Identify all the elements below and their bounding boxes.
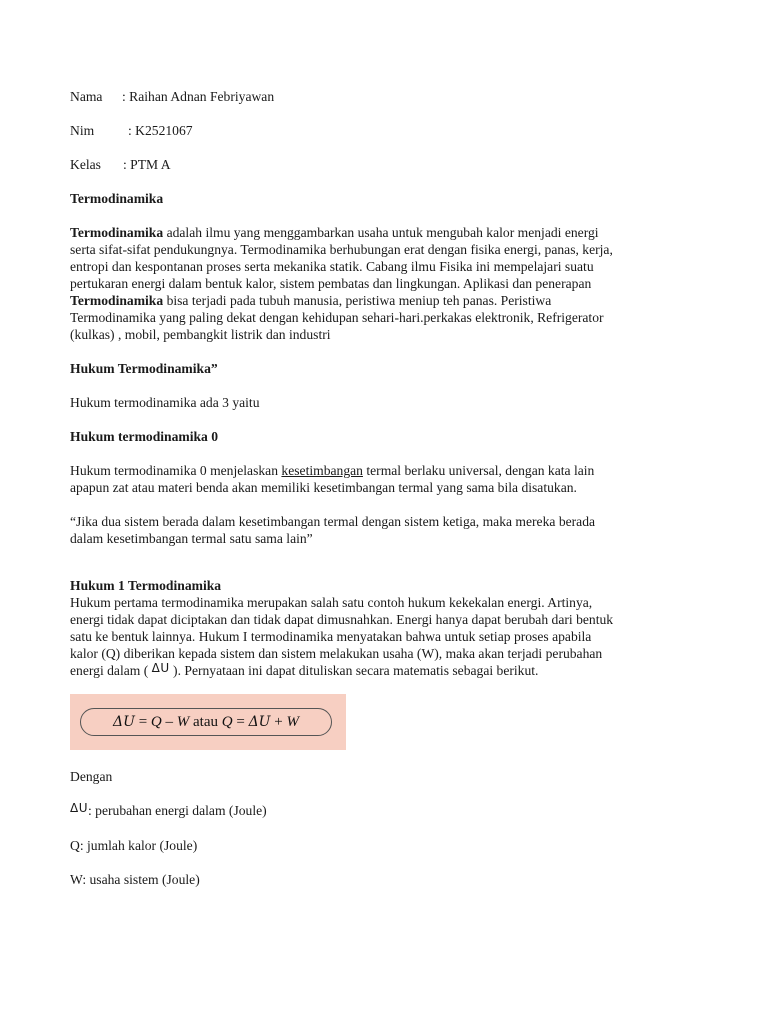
kesetimbangan-link[interactable]: kesetimbangan: [281, 463, 363, 478]
nama-label: Nama: [70, 89, 103, 104]
hukum1-line-3: satu ke bentuk lainnya. Hukum I termodinamika menyatakan bahwa untuk setiap proses apabila: [70, 629, 592, 644]
kelas-row: [70, 156, 700, 173]
intro-bold-term-2: Termodinamika: [70, 293, 164, 308]
intro-bold-term: Termodinamika: [70, 225, 164, 240]
hukum0-quote: [70, 513, 700, 547]
formula-delta-u2: ΔU: [248, 713, 271, 730]
kelas-value: : PTM A: [123, 157, 171, 172]
intro-line-1: adalah ilmu yang menggambarkan usaha untuk mengubah kalor menjadi energi: [163, 225, 599, 240]
hukum1-heading: Hukum 1 Termodinamika: [70, 578, 222, 593]
document-page: [70, 88, 700, 888]
formula-atau: atau: [189, 713, 222, 730]
hukum0-line-2: apapun zat atau materi benda akan memiliki kesetimbangan termal yang sama bila disatukan.: [70, 480, 577, 495]
hukum1-line-5: energi dalam (: [70, 663, 152, 678]
formula-equals-2: =: [232, 713, 249, 730]
intro-line-2: serta sifat-sifat pendukungnya. Termodinamika berhubungan erat dengan fisika energi, panas, kerja,: [70, 242, 613, 257]
intro-line-6: Termodinamika yang paling dekat dengan kehidupan sehari-hari.perkakas elektronik, Refrigerator: [70, 310, 604, 325]
hukum0-line-1: Hukum termodinamika 0 menjelaskan: [70, 463, 282, 478]
intro-line-7: (kulkas) , mobil, pembangkit listrik dan industri: [70, 327, 331, 342]
definition-w: W: usaha sistem (Joule): [70, 872, 200, 887]
hukum-count: Hukum termodinamika ada 3 yaitu: [70, 395, 260, 410]
intro-line-5: bisa terjadi pada tubuh manusia, peristiwa meniup teh panas. Peristiwa: [163, 293, 552, 308]
nim-label: Nim: [70, 123, 95, 138]
hukum1-line-5-end: ). Pernyataan ini dapat dituliskan secara matematis sebagai berikut.: [169, 663, 539, 678]
delta-u-symbol: ΔU: [151, 661, 170, 675]
hukum1-line-2: energi tidak dapat diciptakan dan tidak dapat dimusnahkan. Energi hanya dapat berubah dari bentuk: [70, 612, 614, 627]
delta-u-symbol-def: ΔU: [70, 801, 88, 815]
formula-q2: Q: [221, 713, 233, 730]
intro-paragraph: [70, 224, 700, 343]
nama-value: : Raihan Adnan Febriyawan: [122, 89, 275, 104]
hukum-heading: Hukum Termodinamika”: [70, 361, 218, 376]
intro-line-4: pertukaran energi dalam bentuk kalor, sistem pembatas dan lingkungan. Aplikasi dan penerapan: [70, 276, 592, 291]
nama-row: [70, 88, 700, 105]
formula-equation: [80, 708, 332, 736]
formula-delta-u: ΔU: [113, 713, 135, 730]
formula-plus: +: [270, 713, 287, 730]
nim-value: : K2521067: [128, 123, 193, 138]
hukum1-paragraph: [70, 594, 700, 680]
formula-w2: W: [286, 713, 299, 730]
hukum0-line-1-end: termal berlaku universal, dengan kata lain: [362, 463, 595, 478]
nim-row: [70, 122, 700, 139]
hukum1-line-1: Hukum pertama termodinamika merupakan salah satu contoh hukum kekekalan energi. Artinya,: [70, 595, 593, 610]
hukum0-paragraph: [70, 462, 700, 496]
formula-equals: =: [134, 713, 151, 730]
intro-line-3: entropi dan kespontanan proses serta mekanika statik. Cabang ilmu Fisika ini mempelajari suatu: [70, 259, 594, 274]
quote-line-1: “Jika dua sistem berada dalam kesetimbangan termal dengan sistem ketiga, maka mereka berada: [70, 514, 596, 529]
definition-q: Q: jumlah kalor (Joule): [70, 838, 198, 853]
kelas-label: Kelas: [70, 157, 101, 172]
definition-du: [70, 802, 700, 820]
page-title: Termodinamika: [70, 191, 164, 206]
dengan-label: Dengan: [70, 769, 113, 784]
formula-w: W: [176, 713, 190, 730]
quote-line-2: dalam kesetimbangan termal satu sama lain”: [70, 531, 313, 546]
formula-q: Q: [150, 713, 162, 730]
definition-du-text: : perubahan energi dalam (Joule): [88, 803, 267, 818]
formula-image: [70, 694, 346, 750]
formula-minus: –: [161, 713, 177, 730]
hukum0-heading: Hukum termodinamika 0: [70, 429, 219, 444]
hukum1-line-4: kalor (Q) diberikan kepada sistem dan sistem melakukan usaha (W), maka akan terjadi perubahan: [70, 646, 603, 661]
